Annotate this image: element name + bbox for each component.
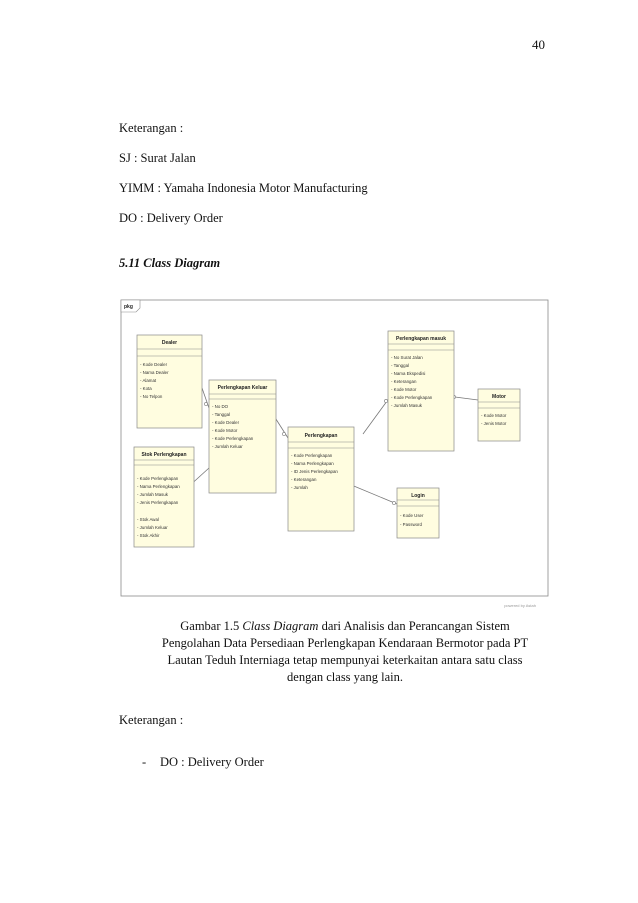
figure-caption <box>150 618 540 686</box>
caption-prefix: Gambar 1.5 <box>180 619 243 633</box>
caption-italic: Class Diagram <box>242 619 319 633</box>
class-attribute: - Jumlah Masuk <box>137 492 168 497</box>
powered-by-label: powered by Astah <box>504 603 536 608</box>
class-attribute: - Stok Akhir <box>137 533 160 538</box>
keterangan-title-2: Keterangan : <box>119 713 184 727</box>
class-attribute: - Jumlah Keluar <box>212 444 243 449</box>
class-attribute: - Kode Motor <box>391 387 417 392</box>
class-attribute: - Kode Perlengkapan <box>137 476 179 481</box>
class-name: Perlengkapan Keluar <box>217 385 268 391</box>
class-attribute: - Kode Motor <box>481 413 507 418</box>
class-attribute: - Alamat <box>140 378 157 383</box>
class-name: Perlengkapan <box>304 433 338 439</box>
section-heading: 5.11 Class Diagram <box>119 256 221 270</box>
class-name: Motor <box>492 394 506 400</box>
class-attribute: - Jumlah <box>291 485 308 490</box>
class-attribute: - Jenis Perlengkapan <box>137 500 179 505</box>
class-name: Perlengkapan masuk <box>395 336 447 342</box>
page-number: 40 <box>532 37 545 52</box>
caption-line3: Lautan Teduh Interniaga tetap mempunyai keterkaitan antara satu class <box>167 653 523 667</box>
class-login <box>397 488 439 538</box>
list-item: DO : Delivery Order <box>160 755 264 769</box>
class-attribute: - Kota <box>140 386 152 391</box>
class-attribute: - Keterangan <box>291 477 317 482</box>
keterangan-item: YIMM : Yamaha Indonesia Motor Manufacturing <box>119 181 368 195</box>
class-attribute: - Jumlah Keluar <box>137 525 168 530</box>
class-attribute: - Password <box>400 522 422 527</box>
class-attribute: - Kode User <box>400 513 424 518</box>
class-attribute: - Kode Motor <box>212 428 238 433</box>
class-attribute: - Kode Perlengkapan <box>391 395 433 400</box>
class-attribute: - Nama Perlengkapan <box>137 484 180 489</box>
class-attribute: - Tanggal <box>391 363 409 368</box>
caption-line1: dari Analisis dan Perancangan Sistem <box>318 619 510 633</box>
class-dealer <box>137 335 202 428</box>
class-attribute: - Tanggal <box>212 412 230 417</box>
class-name: Dealer <box>161 340 178 346</box>
class-attribute: - Nama Ekspedisi <box>391 371 426 376</box>
class-attribute: - No Telpon <box>140 394 163 399</box>
class-attribute: - Kode Dealer <box>140 362 168 367</box>
class-attribute: - Jenis Motor <box>481 421 507 426</box>
class-attribute: - Nama Dealer <box>140 370 169 375</box>
class-perlengkapan <box>288 427 354 531</box>
keterangan-item: DO : Delivery Order <box>119 211 223 225</box>
class-attribute: - Nama Perlengkapan <box>291 461 334 466</box>
class-perlengkapan-masuk <box>388 331 454 451</box>
class-perlengkapan-keluar <box>209 380 276 493</box>
caption-line4: dengan class yang lain. <box>287 670 403 684</box>
class-attribute: - Kode Perlengkapan <box>212 436 254 441</box>
keterangan-title: Keterangan : <box>119 121 184 135</box>
caption-line2: Pengolahan Data Persediaan Perlengkapan Kendaraan Bermotor pada PT <box>161 636 529 650</box>
class-attribute: - Kode Perlengkapan <box>291 453 333 458</box>
class-attribute: - No Surat Jalan <box>391 355 423 360</box>
list-bullet: - <box>142 755 147 769</box>
class-attribute: - Kode Dealer <box>212 420 240 425</box>
class-attribute: - No DO <box>212 404 229 409</box>
class-attribute: - Keterangan <box>391 379 417 384</box>
class-name: Login <box>411 493 425 499</box>
class-attribute: - ID Jenis Perlengkapan <box>291 469 338 474</box>
keterangan-item: SJ : Surat Jalan <box>119 151 196 165</box>
package-label: pkg <box>124 304 133 310</box>
class-diagram <box>118 296 559 612</box>
class-attribute: - Jumlah Masuk <box>391 403 422 408</box>
class-name: Stok Perlengkapan <box>141 452 187 458</box>
class-stok-perlengkapan <box>134 447 194 547</box>
class-motor <box>478 389 520 441</box>
class-attribute: - Stok Awal <box>137 517 159 522</box>
